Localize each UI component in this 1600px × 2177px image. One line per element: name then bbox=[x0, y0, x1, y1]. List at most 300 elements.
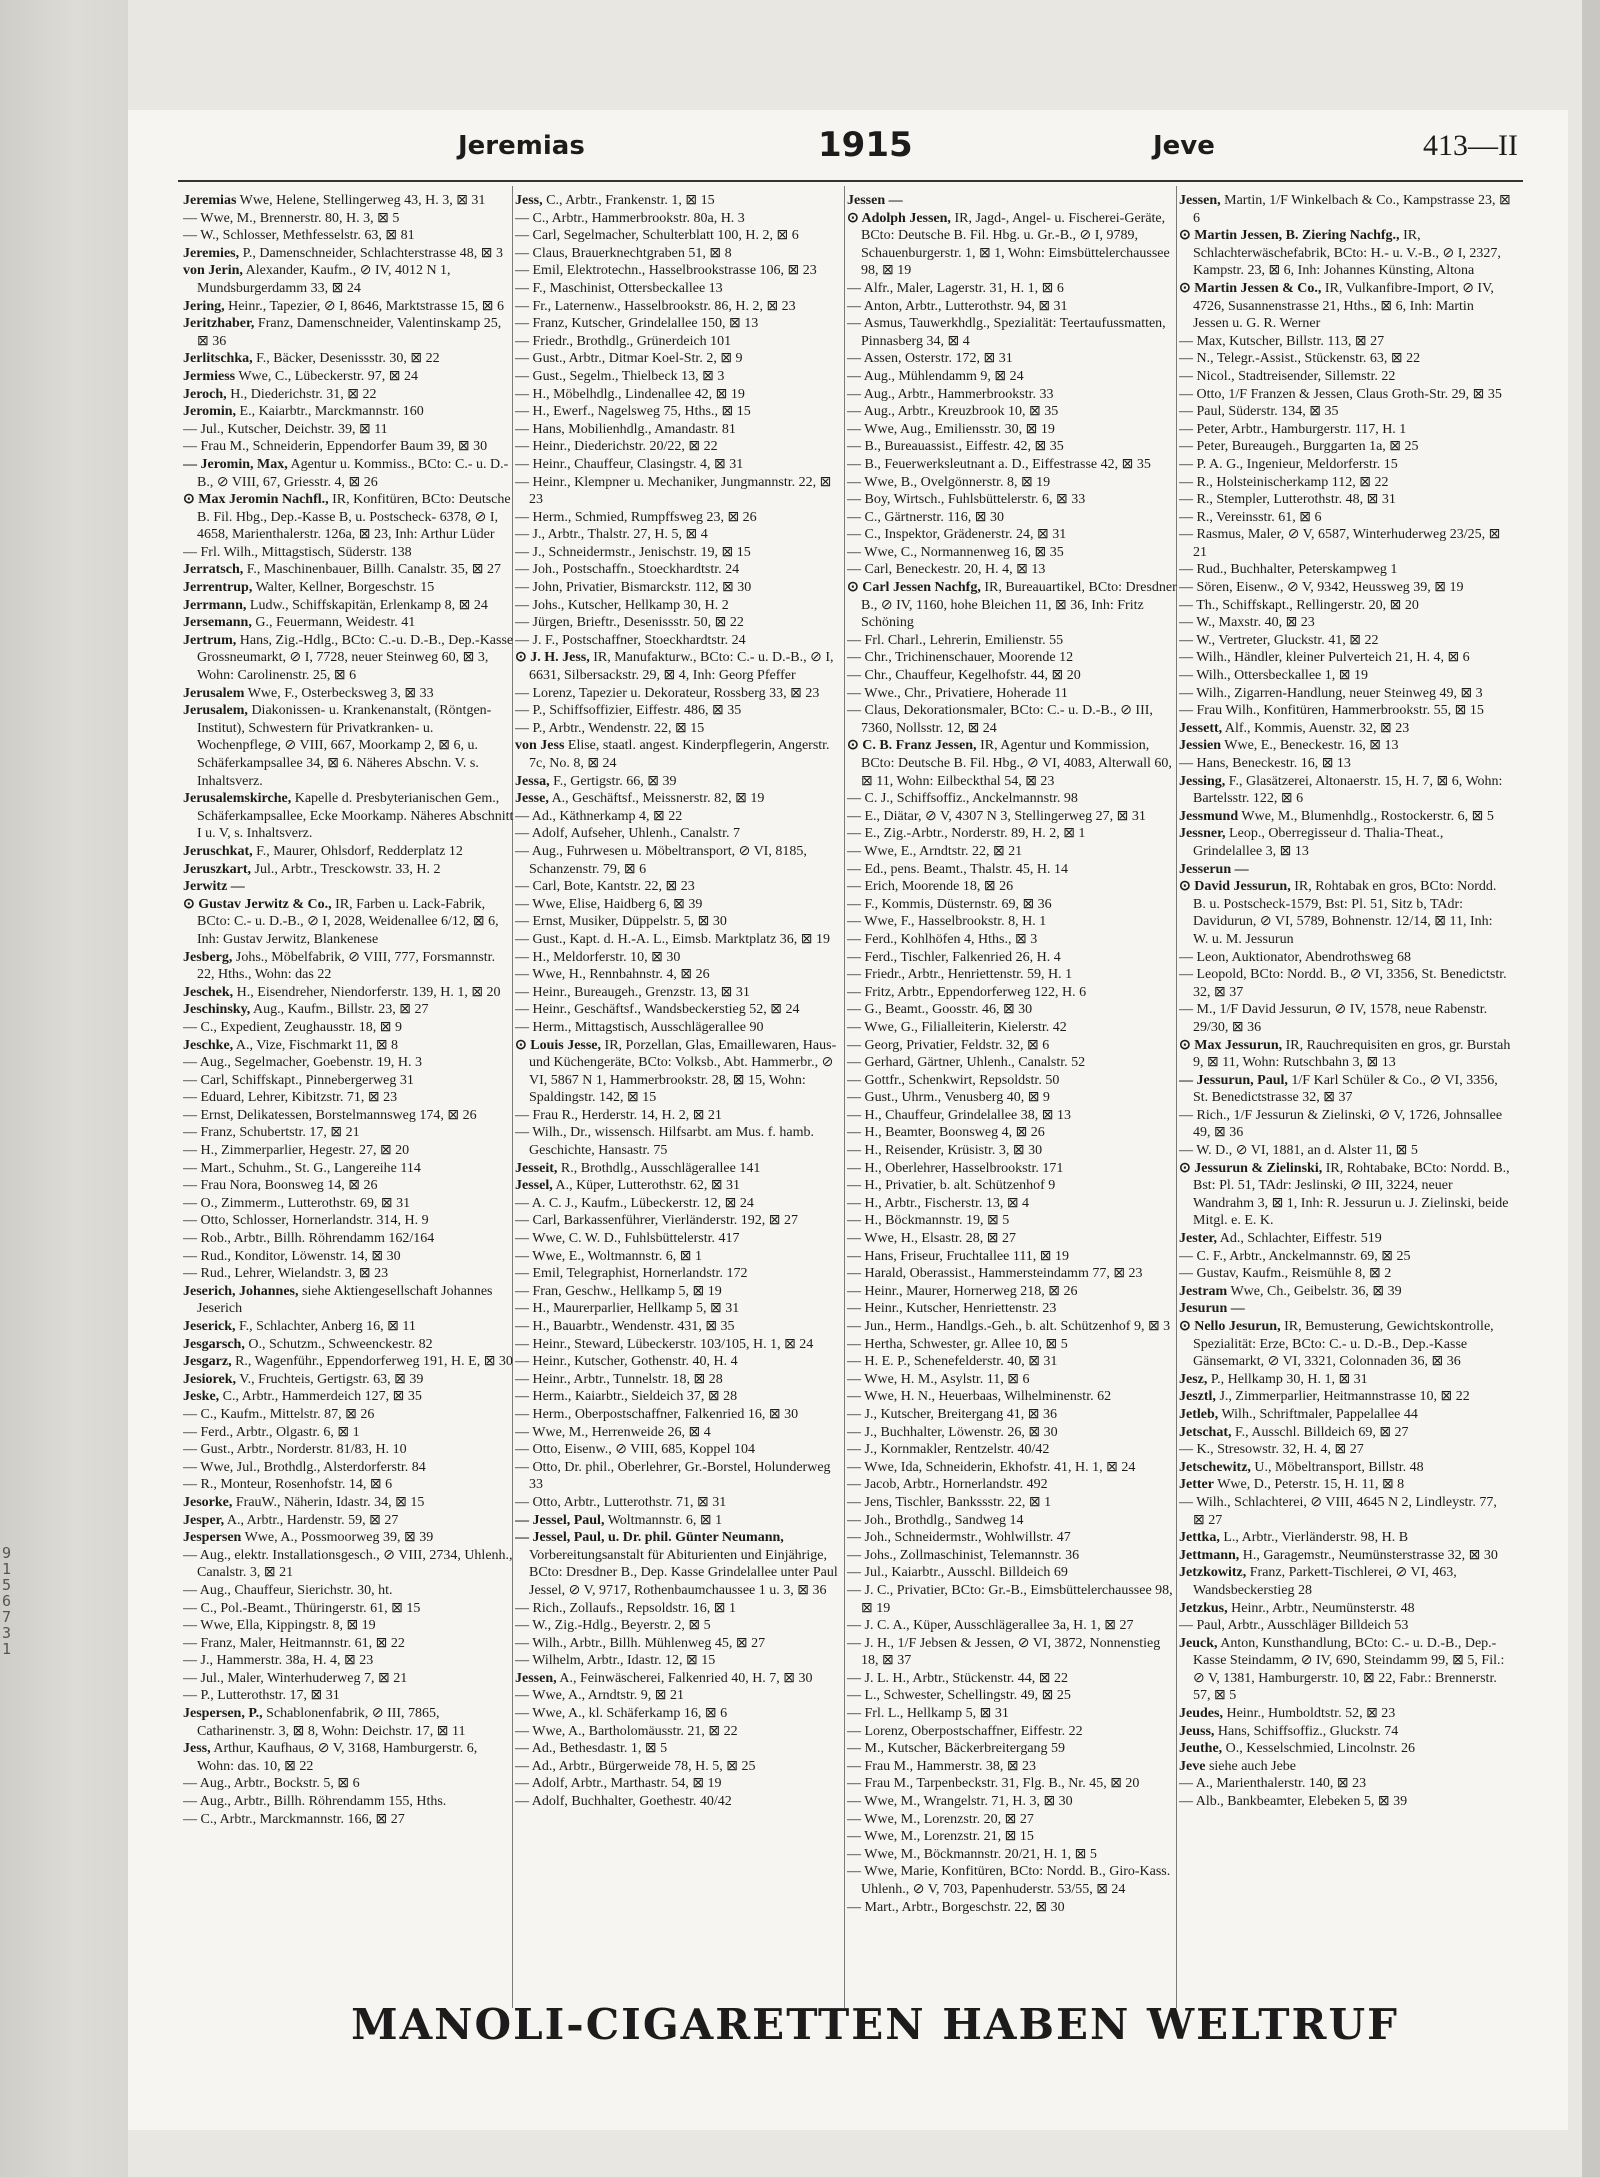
entry-details: H., Garagemstr., Neumünsterstrasse 32, ⊠ 30 bbox=[1242, 1547, 1498, 1563]
entry-details: A., Küper, Lutterothstr. 62, ⊠ 31 bbox=[555, 1178, 741, 1194]
directory-entry bbox=[515, 702, 847, 720]
directory-entry bbox=[515, 614, 847, 632]
directory-entry bbox=[1179, 966, 1511, 1001]
entry-details: Aug., Kaufm., Billstr. 23, ⊠ 27 bbox=[253, 1002, 429, 1018]
entry-details: — Wwe, F., Hasselbrookstr. 8, H. 1 bbox=[847, 914, 1047, 930]
entry-name: Jeruschkat, bbox=[183, 843, 253, 859]
directory-entry bbox=[183, 1336, 515, 1354]
entry-details: — Wilh., Schlachterei, ⊘ VIII, 4645 N 2, Lindleystr. 77, ⊠ 27 bbox=[1179, 1494, 1497, 1528]
entry-details: Woltmannstr. 6, ⊠ 1 bbox=[607, 1512, 723, 1528]
directory-entry bbox=[183, 1142, 515, 1160]
entry-details: IR, Agentur und Kommission, BCto: Deutsche B. Fil. Hbg., ⊘ VI, 4083, Alterwall 60, ⊠ 11, Wohn: Eilbeckthal 54, ⊠ 23 bbox=[861, 738, 1172, 789]
entry-details: Arthur, Kaufhaus, ⊘ V, 3168, Hamburgerstr. 6, Wohn: das. 10, ⊠ 22 bbox=[197, 1741, 478, 1774]
directory-entry bbox=[515, 1283, 847, 1301]
directory-entry bbox=[515, 1740, 847, 1758]
entry-details: — Frau Nora, Boonsweg 14, ⊠ 26 bbox=[183, 1178, 378, 1194]
entry-details: — C., Inspektor, Grädenerstr. 24, ⊠ 31 bbox=[847, 527, 1067, 543]
directory-entry bbox=[183, 1705, 515, 1740]
entry-details: — M., Kutscher, Bäckerbreitergang 59 bbox=[847, 1741, 1066, 1757]
entry-name: Jesztl, bbox=[1179, 1389, 1216, 1405]
entry-details: Wwe, C., Lübeckerstr. 97, ⊠ 24 bbox=[238, 368, 419, 384]
entry-details: — Frau M., Schneiderin, Eppendorfer Baum 39, ⊠ 30 bbox=[183, 439, 488, 455]
entry-details: — Herm., Oberpostschaffner, Falkenried 16, ⊠ 30 bbox=[515, 1406, 799, 1422]
directory-entry bbox=[1179, 1406, 1511, 1424]
entry-name: Jetter bbox=[1179, 1477, 1214, 1493]
directory-entry bbox=[1179, 1547, 1511, 1565]
entry-details: — Frau R., Herderstr. 14, H. 2, ⊠ 21 bbox=[515, 1107, 722, 1123]
entry-details: C., Arbtr., Frankenstr. 1, ⊠ 15 bbox=[546, 193, 715, 208]
entry-details: Wwe, Ch., Geibelstr. 36, ⊠ 39 bbox=[1230, 1283, 1402, 1299]
entry-details: — Wilh., Ottersbeckallee 1, ⊠ 19 bbox=[1179, 668, 1368, 684]
directory-entry bbox=[1179, 438, 1511, 456]
entry-details: — Johs., Kutscher, Hellkamp 30, H. 2 bbox=[515, 597, 729, 613]
directory-entry bbox=[847, 1529, 1179, 1547]
directory-entry bbox=[847, 790, 1179, 808]
directory-entry bbox=[847, 509, 1179, 527]
directory-entry bbox=[183, 1512, 515, 1530]
entry-details: — Paul, Süderstr. 134, ⊠ 35 bbox=[1179, 404, 1339, 420]
entry-details: — H., Chauffeur, Grindelallee 38, ⊠ 13 bbox=[847, 1107, 1071, 1123]
entry-details: — Aug., Arbtr., Bockstr. 5, ⊠ 6 bbox=[183, 1776, 360, 1792]
directory-entry bbox=[847, 685, 1179, 703]
entry-details: — Jens, Tischler, Bankssstr. 22, ⊠ 1 bbox=[847, 1494, 1052, 1510]
entry-name: Jerrentrup, bbox=[183, 580, 253, 596]
directory-entry bbox=[183, 1230, 515, 1248]
entry-name: Jessen, bbox=[1179, 193, 1221, 208]
entry-details: — Rich., Zollaufs., Repsoldstr. 16, ⊠ 1 bbox=[515, 1600, 736, 1616]
directory-entry bbox=[515, 984, 847, 1002]
directory-entry bbox=[847, 561, 1179, 579]
directory-entry bbox=[183, 1195, 515, 1213]
entry-details: — Lorenz, Tapezier u. Dekorateur, Rossberg 33, ⊠ 23 bbox=[515, 685, 820, 701]
entry-details: — C., Gärtnerstr. 116, ⊠ 30 bbox=[847, 509, 1005, 525]
entry-details: siehe Aktiengesellschaft Johannes Jeserich bbox=[197, 1283, 493, 1317]
entry-name: Jesgarsch, bbox=[183, 1336, 245, 1352]
directory-entry bbox=[847, 1775, 1179, 1793]
directory-entry bbox=[1179, 1723, 1511, 1741]
directory-entry bbox=[515, 1265, 847, 1283]
entry-details: — Wilh., Dr., wissensch. Hilfsarbt. am Mus. f. hamb. Geschichte, Hansastr. 75 bbox=[515, 1125, 814, 1159]
directory-entry bbox=[847, 1072, 1179, 1090]
directory-entry bbox=[183, 1054, 515, 1072]
entry-details: Agentur u. Kommiss., BCto: C.- u. D.-B., ⊘ VIII, 67, Griesstr. 4, ⊠ 26 bbox=[197, 456, 509, 490]
entry-details: — Gustav, Kaufm., Reismühle 8, ⊠ 2 bbox=[1179, 1266, 1392, 1282]
entry-name: Jespersen bbox=[183, 1530, 242, 1546]
entry-details: — Otto, 1/F Franzen & Jessen, Claus Groth-Str. 29, ⊠ 35 bbox=[1179, 386, 1502, 402]
running-head bbox=[178, 125, 1518, 175]
entry-details: — Joh., Postschaffn., Stoeckhardtstr. 24 bbox=[515, 562, 740, 578]
entry-details: IR, Rohtabake, BCto: Nordd. B., Bst: Pl. 51, TAdr: Jeslinski, ⊘ III, 3224, neuer Wandrahm 3, ⊠ 1, Inh: R. Jessurun u. J. Zielinski, beide Mitgl. e. E. K. bbox=[1193, 1160, 1510, 1229]
directory-entry bbox=[1179, 1793, 1511, 1811]
directory-entry bbox=[183, 245, 515, 263]
directory-entry bbox=[1179, 333, 1511, 351]
directory-entry bbox=[847, 808, 1179, 826]
directory-entry bbox=[515, 262, 847, 280]
directory-entry bbox=[515, 1300, 847, 1318]
directory-entry bbox=[1179, 1635, 1511, 1705]
directory-entry bbox=[183, 1547, 515, 1582]
entry-details: Hans, Zig.-Hdlg., BCto: C.-u. D.-B., Dep.-Kasse Grossneumarkt, ⊘ I, 7728, neuer Steinweg 60, ⊠ 3, Wohn: Carolinenstr. 25, ⊠ 6 bbox=[197, 632, 514, 684]
directory-entry bbox=[847, 1160, 1179, 1178]
entry-name: ⊙ Jessurun & Zielinski, bbox=[1179, 1160, 1323, 1176]
entry-name: Jeschinsky, bbox=[183, 1002, 251, 1018]
entry-details: — W., Vertreter, Gluckstr. 41, ⊠ 22 bbox=[1179, 632, 1379, 648]
entry-details: Elise, staatl. angest. Kinderpflegerin, Angerstr. 7c, No. 8, ⊠ 24 bbox=[529, 738, 830, 771]
entry-details: — Wwe, M., Brennerstr. 80, H. 3, ⊠ 5 bbox=[183, 210, 400, 226]
directory-entry bbox=[1179, 491, 1511, 509]
entry-details: — Ad., Arbtr., Bürgerweide 78, H. 5, ⊠ 25 bbox=[515, 1758, 756, 1774]
header-year: 1915 bbox=[818, 125, 913, 165]
directory-entry bbox=[1179, 561, 1511, 579]
directory-entry bbox=[1179, 702, 1511, 720]
entry-name: Jeuthe, bbox=[1179, 1741, 1223, 1757]
entry-details: — Heinr., Chauffeur, Clasingstr. 4, ⊠ 31 bbox=[515, 456, 744, 472]
entry-details: — J., Arbtr., Thalstr. 27, H. 5, ⊠ 4 bbox=[515, 527, 708, 543]
entry-details: — F., Maschinist, Ottersbeckallee 13 bbox=[515, 280, 723, 296]
directory-entry bbox=[183, 1406, 515, 1424]
directory-entry bbox=[847, 368, 1179, 386]
directory-entry bbox=[515, 1318, 847, 1336]
directory-entry bbox=[515, 509, 847, 527]
entry-name: von Jerin, bbox=[183, 263, 243, 279]
directory-entry bbox=[183, 1107, 515, 1125]
entry-name: ⊙ Martin Jessen & Co., bbox=[1179, 280, 1322, 296]
directory-entry bbox=[183, 1600, 515, 1618]
entry-name: Jesseit, bbox=[515, 1160, 558, 1176]
directory-entry bbox=[847, 544, 1179, 562]
entry-details: — Ernst, Musiker, Düppelstr. 5, ⊠ 30 bbox=[515, 914, 727, 930]
directory-entry bbox=[183, 1459, 515, 1477]
directory-entry bbox=[847, 1054, 1179, 1072]
entry-details: — Gust., Arbtr., Norderstr. 81/83, H. 10 bbox=[183, 1442, 407, 1458]
directory-entry bbox=[1179, 1617, 1511, 1635]
entry-details: A., Feinwäscherei, Falkenried 40, H. 7, ⊠ 30 bbox=[559, 1670, 813, 1686]
entry-name: ⊙ David Jessurun, bbox=[1179, 879, 1291, 895]
entry-details: — C. F., Arbtr., Anckelmannstr. 69, ⊠ 25 bbox=[1179, 1248, 1411, 1264]
directory-entry bbox=[183, 1177, 515, 1195]
entry-details: — Wilh., Arbtr., Billh. Mühlenweg 45, ⊠ 27 bbox=[515, 1635, 766, 1651]
entry-name: Jess, bbox=[515, 193, 543, 208]
entry-details: — Ferd., Tischler, Falkenried 26, H. 4 bbox=[847, 949, 1061, 965]
entry-name: Jessa, bbox=[515, 773, 550, 789]
directory-entry bbox=[1179, 755, 1511, 773]
directory-entry bbox=[847, 1124, 1179, 1142]
directory-entry bbox=[1179, 1300, 1511, 1318]
entry-details: Franz, Damenschneider, Valentinskamp 25, ⊠ 36 bbox=[197, 316, 502, 349]
entry-details: — F., Kommis, Düsternstr. 69, ⊠ 36 bbox=[847, 896, 1052, 912]
entry-name: — Jessurun, Paul, bbox=[1179, 1072, 1288, 1088]
entry-name: Jessen — bbox=[847, 193, 903, 208]
entry-details: Franz, Parkett-Tischlerei, ⊘ VI, 463, Wandsbeckerstieg 28 bbox=[1193, 1565, 1457, 1598]
directory-entry bbox=[847, 1248, 1179, 1266]
entry-details: — Wwe., Chr., Privatiere, Hoherade 11 bbox=[847, 685, 1068, 701]
entry-name: Jeve bbox=[1179, 1758, 1206, 1774]
directory-entry bbox=[183, 1371, 515, 1389]
directory-entry bbox=[847, 896, 1179, 914]
directory-entry bbox=[515, 1107, 847, 1125]
entry-details: Heinr., Tapezier, ⊘ I, 8646, Marktstrasse 15, ⊠ 6 bbox=[228, 298, 505, 314]
directory-entry bbox=[183, 1670, 515, 1688]
directory-entry bbox=[847, 315, 1179, 350]
entry-details: — Peter, Arbtr., Hamburgerstr. 117, H. 1 bbox=[1179, 421, 1407, 437]
entry-details: Martin, 1/F Winkelbach & Co., Kampstrasse 23, ⊠ 6 bbox=[1193, 193, 1511, 226]
entry-details: — Heinr., Kutscher, Henriettenstr. 23 bbox=[847, 1301, 1057, 1317]
entry-name: Jeserich, Johannes, bbox=[183, 1283, 299, 1299]
directory-entry bbox=[847, 1230, 1179, 1248]
entry-name: Jeserick, bbox=[183, 1319, 236, 1334]
directory-entry bbox=[1179, 808, 1511, 826]
entry-details: — E., Zig.-Arbtr., Norderstr. 89, H. 2, ⊠ 1 bbox=[847, 826, 1086, 842]
directory-entry bbox=[183, 210, 515, 228]
entry-details: — Assen, Osterstr. 172, ⊠ 31 bbox=[847, 351, 1013, 367]
directory-entry bbox=[515, 949, 847, 967]
entry-details: — C., Arbtr., Hammerbrookstr. 80a, H. 3 bbox=[515, 210, 745, 226]
entry-details: H., Diederichstr. 31, ⊠ 22 bbox=[230, 386, 377, 402]
directory-entry bbox=[515, 1037, 847, 1107]
entry-details: — Anton, Arbtr., Lutterothstr. 94, ⊠ 31 bbox=[847, 298, 1068, 314]
directory-entry bbox=[847, 1019, 1179, 1037]
directory-entry bbox=[847, 878, 1179, 896]
entry-name: Jerratsch, bbox=[183, 562, 244, 578]
directory-entry bbox=[515, 720, 847, 738]
directory-entry bbox=[183, 1212, 515, 1230]
entry-details: — Wwe, C., Normannenweg 16, ⊠ 35 bbox=[847, 544, 1064, 560]
directory-entry bbox=[183, 1775, 515, 1793]
entry-details: L., Arbtr., Vierländerstr. 98, H. B bbox=[1223, 1530, 1409, 1546]
directory-entry bbox=[515, 368, 847, 386]
directory-entry bbox=[515, 1670, 847, 1688]
directory-entry bbox=[1179, 526, 1511, 561]
entry-details: — Ferd., Arbtr., Olgastr. 6, ⊠ 1 bbox=[183, 1424, 360, 1440]
entry-details: — Friedr., Arbtr., Henriettenstr. 59, H. 1 bbox=[847, 967, 1073, 983]
entry-details: IR, Farben u. Lack-Fabrik, BCto: C.- u. D.-B., ⊘ I, 2028, Weidenallee 6/12, ⊠ 6, Inh: Gustav Jerwitz, Blankenese bbox=[197, 896, 499, 947]
directory-entry bbox=[515, 1635, 847, 1653]
directory-entry bbox=[515, 1793, 847, 1811]
entry-details: — W., Schlosser, Methfesselstr. 63, ⊠ 81 bbox=[183, 228, 415, 244]
entry-name: ⊙ Max Jeromin Nachfl., bbox=[183, 492, 329, 508]
directory-entry bbox=[1179, 1107, 1511, 1142]
entry-details: U., Möbeltransport, Billstr. 48 bbox=[1254, 1459, 1424, 1475]
directory-entry bbox=[515, 1529, 847, 1599]
advertisement-banner: MANOLI-CIGARETTEN HABEN WELTRUF bbox=[351, 2000, 1399, 2049]
directory-entry bbox=[183, 491, 515, 544]
entry-details: — H., Möbelhdlg., Lindenallee 42, ⊠ 19 bbox=[515, 386, 745, 402]
directory-entry bbox=[515, 526, 847, 544]
directory-entry bbox=[183, 368, 515, 386]
entry-name: Jesiorek, bbox=[183, 1371, 237, 1387]
directory-entry bbox=[1179, 1740, 1511, 1758]
entry-name: Jetschewitz, bbox=[1179, 1459, 1251, 1475]
entry-details: — Wwe, Aug., Emiliensstr. 30, ⊠ 19 bbox=[847, 421, 1055, 437]
entry-details: — Wwe, Marie, Konfitüren, BCto: Nordd. B., Giro-Kass. Uhlenh., ⊘ V, 703, Papenhuderstr. 53/55, ⊠ 24 bbox=[847, 1864, 1171, 1897]
entry-details: IR, Vulkanfibre-Import, ⊘ IV, 4726, Susannenstrasse 21, Hths., ⊠ 6, Inh: Martin Jessen u. G. R. Werner bbox=[1193, 280, 1494, 332]
directory-entry bbox=[847, 1406, 1179, 1424]
entry-name: Jessen, bbox=[515, 1670, 557, 1686]
entry-details: — Gottfr., Schenkwirt, Repsoldstr. 50 bbox=[847, 1072, 1060, 1088]
entry-details: Hans, Schiffsoffiz., Gluckstr. 74 bbox=[1217, 1723, 1399, 1739]
entry-name: Jeruszkart, bbox=[183, 861, 252, 877]
entry-details: — Heinr., Kutscher, Gothenstr. 40, H. 4 bbox=[515, 1354, 738, 1370]
directory-entry bbox=[847, 913, 1179, 931]
directory-entry bbox=[183, 1019, 515, 1037]
entry-details: — Adolf, Buchhalter, Goethestr. 40/42 bbox=[515, 1794, 732, 1810]
entry-details: — Heinr., Maurer, Hornerweg 218, ⊠ 26 bbox=[847, 1283, 1078, 1299]
directory-entry bbox=[847, 1547, 1179, 1565]
entry-details: — Georg, Privatier, Feldstr. 32, ⊠ 6 bbox=[847, 1037, 1050, 1053]
directory-column-4 bbox=[1179, 192, 1511, 1992]
entry-details: — Sören, Eisenw., ⊘ V, 9342, Heussweg 39, ⊠ 19 bbox=[1179, 580, 1464, 596]
directory-entry bbox=[1179, 825, 1511, 860]
entry-details: — Franz, Kutscher, Grindelallee 150, ⊠ 13 bbox=[515, 316, 759, 332]
directory-entry bbox=[515, 210, 847, 228]
entry-details: — Chr., Chauffeur, Kegelhofstr. 44, ⊠ 20 bbox=[847, 668, 1081, 684]
entry-details: — Boy, Wirtsch., Fuhlsbüttelerstr. 6, ⊠ 33 bbox=[847, 492, 1086, 508]
directory-entry bbox=[847, 421, 1179, 439]
directory-entry bbox=[1179, 1230, 1511, 1248]
entry-details: — Herm., Mittagstisch, Ausschlägerallee 90 bbox=[515, 1019, 764, 1035]
entry-details: — Eduard, Lehrer, Kibitzstr. 71, ⊠ 23 bbox=[183, 1090, 398, 1106]
entry-details: — E., Diätar, ⊘ V, 4307 N 3, Stellingerweg 27, ⊠ 31 bbox=[847, 808, 1146, 824]
entry-details: — Herm., Kaiarbtr., Sieldeich 37, ⊠ 28 bbox=[515, 1389, 738, 1405]
entry-name: Jester, bbox=[1179, 1231, 1217, 1247]
entry-details: — Herm., Schmied, Rumpffsweg 23, ⊠ 26 bbox=[515, 509, 757, 525]
directory-entry bbox=[847, 861, 1179, 879]
entry-details: — J. C., Privatier, BCto: Gr.-B., Eimsbüttelerchaussee 98, ⊠ 19 bbox=[847, 1582, 1173, 1616]
entry-details: — Claus, Brauerknechtgraben 51, ⊠ 8 bbox=[515, 245, 732, 261]
entry-details: Wwe, E., Beneckestr. 16, ⊠ 13 bbox=[1224, 738, 1399, 754]
entry-name: Jesgarz, bbox=[183, 1354, 232, 1370]
directory-entry bbox=[1179, 403, 1511, 421]
directory-entry bbox=[847, 298, 1179, 316]
entry-details: — H., Beamter, Boonsweg 4, ⊠ 26 bbox=[847, 1125, 1045, 1141]
entry-details: — Frau M., Tarpenbeckstr. 31, Flg. B., Nr. 45, ⊠ 20 bbox=[847, 1776, 1140, 1792]
directory-entry bbox=[515, 227, 847, 245]
entry-details: — J. H., 1/F Jebsen & Jessen, ⊘ VI, 3872, Nonnenstieg 18, ⊠ 37 bbox=[847, 1635, 1161, 1669]
entry-details: R., Wagenführ., Eppendorferweg 191, H. E, ⊠ 30 bbox=[235, 1354, 513, 1370]
directory-entry bbox=[515, 350, 847, 368]
entry-details: Heinr., Arbtr., Neumünsterstr. 48 bbox=[1231, 1600, 1415, 1616]
directory-entry bbox=[515, 597, 847, 615]
directory-entry bbox=[1179, 1371, 1511, 1389]
entry-details: — Frl. Wilh., Mittagstisch, Süderstr. 138 bbox=[183, 544, 412, 560]
directory-entry bbox=[183, 1740, 515, 1775]
directory-entry bbox=[515, 685, 847, 703]
entry-name: Jeromin, bbox=[183, 404, 237, 420]
entry-details: — Frau Wilh., Konfitüren, Hammerbrookstr. 55, ⊠ 15 bbox=[1179, 703, 1484, 719]
entry-details: — Wwe, A., Bartholomäusstr. 21, ⊠ 22 bbox=[515, 1723, 738, 1739]
directory-entry bbox=[515, 1177, 847, 1195]
entry-details: — Wwe, Jul., Brothdlg., Alsterdorferstr. 84 bbox=[183, 1459, 426, 1475]
directory-entry bbox=[183, 984, 515, 1002]
entry-details: — H., Reisender, Krüsistr. 3, ⊠ 30 bbox=[847, 1143, 1043, 1159]
entry-details: — Heinr., Geschäftsf., Wandsbeckerstieg 52, ⊠ 24 bbox=[515, 1002, 800, 1018]
directory-entry bbox=[515, 1723, 847, 1741]
entry-details: — Aug., Mühlendamm 9, ⊠ 24 bbox=[847, 368, 1024, 384]
entry-name: ⊙ Martin Jessen, B. Ziering Nachfg., bbox=[1179, 228, 1400, 244]
directory-entry bbox=[515, 474, 847, 509]
directory-entry bbox=[847, 949, 1179, 967]
entry-details: — Fr., Laternenw., Hasselbrookstr. 86, H. 2, ⊠ 23 bbox=[515, 298, 796, 314]
directory-entry bbox=[847, 350, 1179, 368]
entry-details: IR, Porzellan, Glas, Emaillewaren, Haus- und Küchengeräte, BCto: Volksb., Abt. Hammerbr., ⊘ VI, 5867 N 1, Hammerbrookstr. 28, ⊠ 15, Wohn: Spaldingstr. 142, ⊠ 15 bbox=[529, 1037, 837, 1106]
entry-details: IR, Konfitüren, BCto: Deutsche B. Fil. Hbg., Dep.-Kasse B, u. Postscheck- 6378, ⊘ I, 4658, Marienthalerstr. 126a, ⊠ 23, Inh: Arthur Lüder bbox=[197, 492, 511, 543]
entry-details: — Joh., Brothdlg., Sandweg 14 bbox=[847, 1512, 1024, 1528]
entry-details: — Johs., Zollmaschinist, Telemannstr. 36 bbox=[847, 1547, 1080, 1563]
directory-entry bbox=[515, 913, 847, 931]
entry-details: — Wwe, M., Herrenweide 26, ⊠ 4 bbox=[515, 1424, 711, 1440]
directory-entry bbox=[183, 1318, 515, 1336]
entry-details: — John, Privatier, Bismarckstr. 112, ⊠ 30 bbox=[515, 580, 752, 596]
directory-entry bbox=[847, 474, 1179, 492]
entry-details: — Hans, Mobilienhdlg., Amandastr. 81 bbox=[515, 421, 736, 437]
directory-entry bbox=[183, 456, 515, 491]
directory-entry bbox=[183, 1388, 515, 1406]
directory-entry bbox=[847, 1001, 1179, 1019]
directory-entry bbox=[515, 1406, 847, 1424]
entry-name: Jeroch, bbox=[183, 386, 227, 402]
directory-entry bbox=[847, 1494, 1179, 1512]
entry-details: — Ad., Käthnerkamp 4, ⊠ 22 bbox=[515, 808, 683, 824]
directory-entry bbox=[515, 544, 847, 562]
scan-right-margin bbox=[1582, 0, 1600, 2177]
directory-entry bbox=[1179, 350, 1511, 368]
directory-entry bbox=[183, 1476, 515, 1494]
directory-entry bbox=[847, 843, 1179, 861]
entry-details: — Aug., elektr. Installationsgesch., ⊘ VIII, 2734, Uhlenh., Canalstr. 3, ⊠ 21 bbox=[183, 1547, 513, 1581]
directory-entry bbox=[515, 825, 847, 843]
entry-details: Alexander, Kaufm., ⊘ IV, 4012 N 1, Mundsburgerdamm 33, ⊠ 24 bbox=[197, 263, 451, 296]
directory-entry bbox=[515, 808, 847, 826]
entry-name: von Jess bbox=[515, 738, 565, 754]
directory-entry bbox=[1179, 579, 1511, 597]
entry-details: — C., Expedient, Zeughausstr. 18, ⊠ 9 bbox=[183, 1019, 402, 1035]
entry-details: Wwe, F., Osterbecksweg 3, ⊠ 33 bbox=[247, 685, 434, 701]
entry-details: — R., Monteur, Rosenhofstr. 14, ⊠ 6 bbox=[183, 1477, 393, 1493]
directory-entry bbox=[847, 1142, 1179, 1160]
directory-entry bbox=[183, 702, 515, 790]
entry-name: ⊙ Carl Jessen Nachfg, bbox=[847, 580, 981, 596]
entry-details: Leop., Oberregisseur d. Thalia-Theat., Grindelallee 3, ⊠ 13 bbox=[1193, 826, 1444, 859]
entry-details: — Lorenz, Oberpostschaffner, Eiffestr. 22 bbox=[847, 1723, 1083, 1739]
entry-name: Jesper, bbox=[183, 1512, 225, 1528]
entry-details: — Emil, Telegraphist, Hornerlandstr. 172 bbox=[515, 1266, 748, 1282]
entry-details: — Alfr., Maler, Lagerstr. 31, H. 1, ⊠ 6 bbox=[847, 280, 1064, 296]
entry-details: F., Bäcker, Desenissstr. 30, ⊠ 22 bbox=[256, 351, 440, 367]
entry-name: — Jeromin, Max, bbox=[183, 456, 288, 472]
directory-entry bbox=[515, 1652, 847, 1670]
directory-entry bbox=[847, 192, 1179, 210]
directory-entry bbox=[515, 773, 847, 791]
directory-entry bbox=[183, 1494, 515, 1512]
directory-entry bbox=[515, 1195, 847, 1213]
entry-details: — Carl, Schiffskapt., Pinnebergerweg 31 bbox=[183, 1072, 414, 1088]
entry-details: — J. C. A., Küper, Ausschlägerallee 3a, H. 1, ⊠ 27 bbox=[847, 1618, 1134, 1634]
entry-name: Jess, bbox=[183, 1741, 211, 1757]
entry-details: — L., Schwester, Schellingstr. 49, ⊠ 25 bbox=[847, 1688, 1071, 1704]
directory-entry bbox=[515, 1424, 847, 1442]
entry-details: Schablonenfabrik, ⊘ III, 7865, Catharinenstr. 3, ⊠ 8, Wohn: Deichstr. 17, ⊠ 11 bbox=[197, 1706, 466, 1739]
directory-entry bbox=[1179, 1142, 1511, 1160]
directory-entry bbox=[847, 1863, 1179, 1898]
directory-entry bbox=[847, 456, 1179, 474]
entry-details: A., Geschäftsf., Meissnerstr. 82, ⊠ 19 bbox=[551, 791, 765, 807]
directory-entry bbox=[515, 1617, 847, 1635]
entry-details: — Leopold, BCto: Nordd. B., ⊘ VI, 3356, St. Benedictstr. 32, ⊠ 37 bbox=[1179, 967, 1507, 1000]
entry-details: — B., Feuerwerksleutnant a. D., Eiffestrasse 42, ⊠ 35 bbox=[847, 456, 1151, 472]
entry-details: F., Maurer, Ohlsdorf, Redderplatz 12 bbox=[256, 843, 463, 859]
directory-entry bbox=[515, 896, 847, 914]
directory-entry bbox=[847, 1265, 1179, 1283]
